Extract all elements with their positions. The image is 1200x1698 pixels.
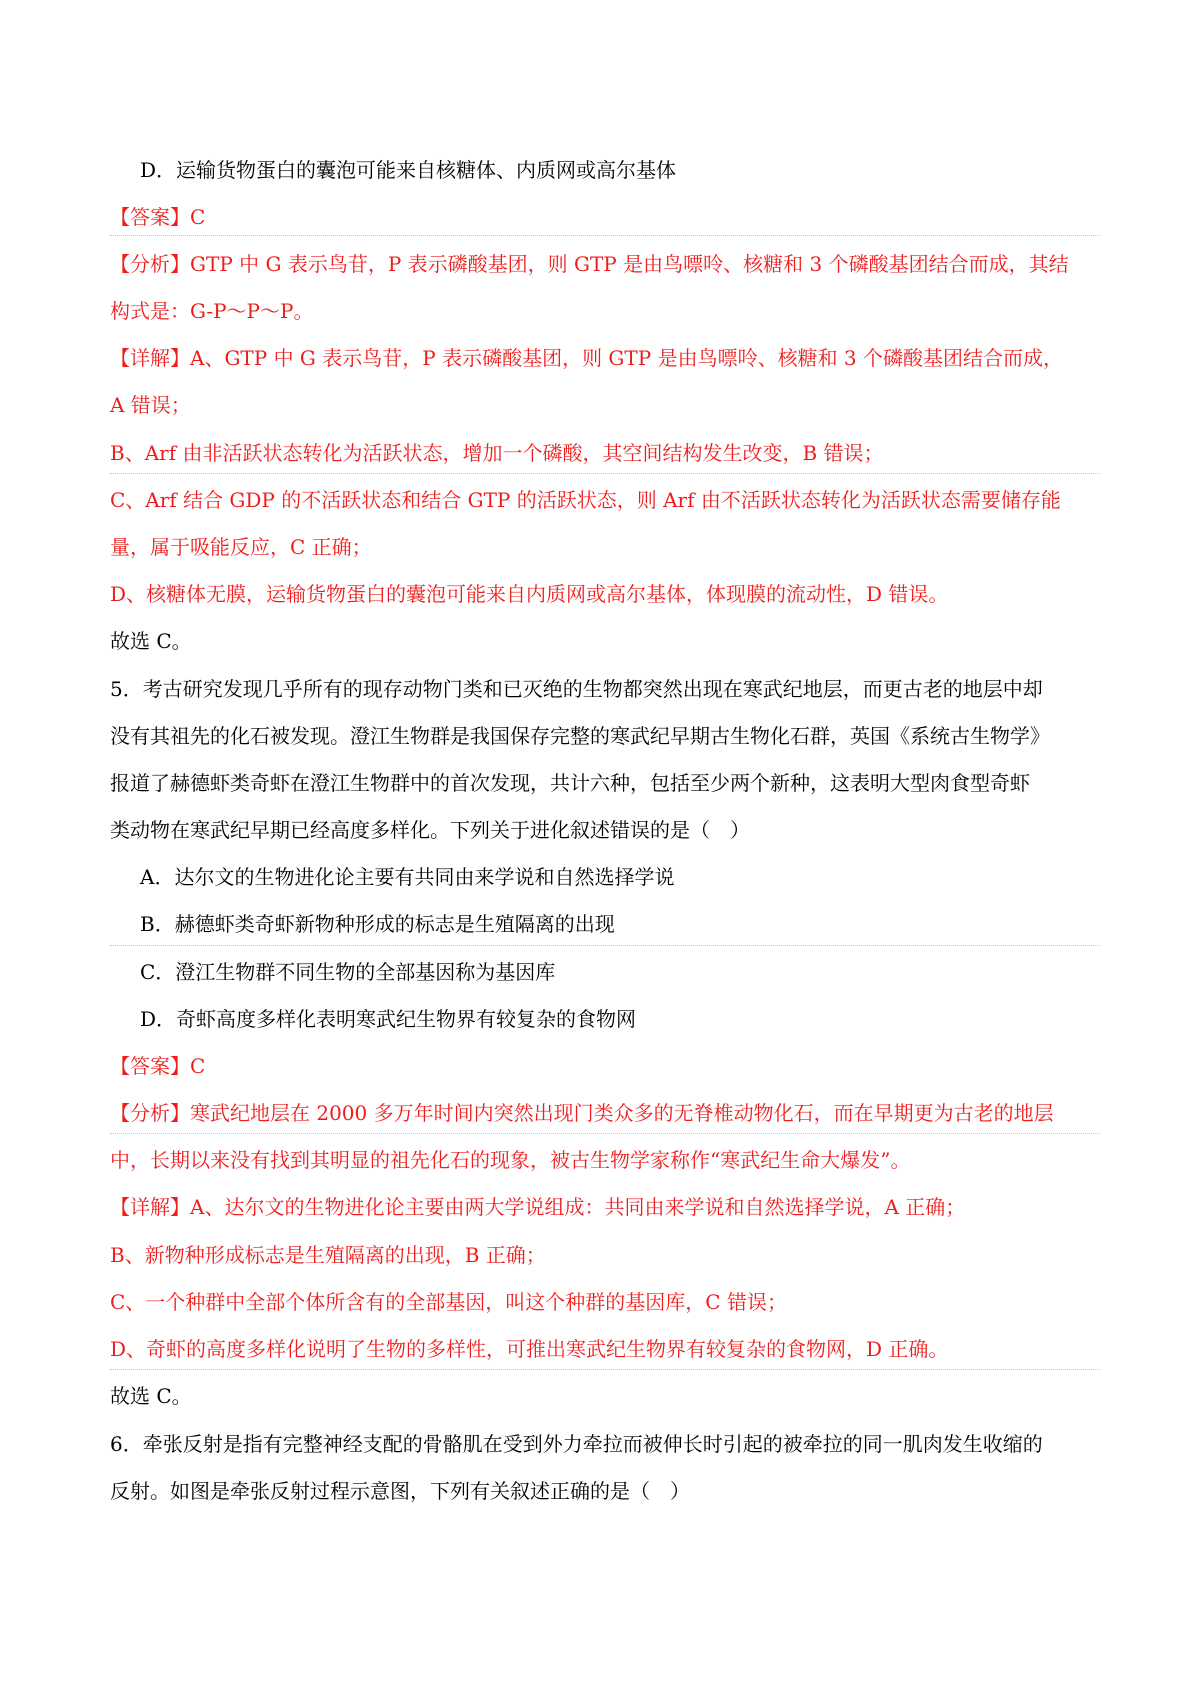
q5-detail-line-3: C、一个种群中全部个体所含有的全部基因，叫这个种群的基因库，C 错误； bbox=[110, 1290, 787, 1314]
q4-answer: 【答案】C bbox=[110, 205, 206, 229]
q5-option-d: D．奇虾高度多样化表明寒武纪生物界有较复杂的食物网 bbox=[140, 1007, 637, 1031]
q5-stem-line-1: 5．考古研究发现几乎所有的现存动物门类和已灭绝的生物都突然出现在寒武纪地层，而更古老的地层中却 bbox=[110, 677, 1043, 701]
q5-stem-line-2: 没有其祖先的化石被发现。澄江生物群是我国保存完整的寒武纪早期古生物化石群，英国《系统古生物学》 bbox=[110, 724, 1050, 748]
divider bbox=[110, 473, 1100, 474]
q4-detail-line-2: A 错误； bbox=[110, 393, 191, 417]
q4-detail-line-4: C、Arf 结合 GDP 的不活跃状态和结合 GTP 的活跃状态，则 Arf 由不活跃状态转化为活跃状态需要储存能 bbox=[110, 488, 1061, 512]
q5-stem-line-4: 类动物在寒武纪早期已经高度多样化。下列关于进化叙述错误的是（ ） bbox=[110, 818, 750, 842]
q4-detail-line-1: 【详解】A、GTP 中 G 表示鸟苷，P 表示磷酸基团，则 GTP 是由鸟嘌呤、核糖和 3 个磷酸基团结合而成， bbox=[110, 346, 1064, 370]
q5-option-a: A．达尔文的生物进化论主要有共同由来学说和自然选择学说 bbox=[140, 865, 675, 889]
q5-option-b: B．赫德虾类奇虾新物种形成的标志是生殖隔离的出现 bbox=[140, 912, 615, 936]
q5-answer: 【答案】C bbox=[110, 1054, 206, 1078]
q5-option-c: C．澄江生物群不同生物的全部基因称为基因库 bbox=[140, 960, 556, 984]
q4-detail-line-5: 量，属于吸能反应，C 正确； bbox=[110, 535, 372, 559]
q4-analysis-line-2: 构式是：G-P～P～P。 bbox=[110, 299, 314, 323]
q4-detail-line-3: B、Arf 由非活跃状态转化为活跃状态，增加一个磷酸，其空间结构发生改变，B 错误； bbox=[110, 441, 884, 465]
q4-conclusion: 故选 C。 bbox=[110, 629, 192, 653]
divider bbox=[110, 1369, 1100, 1370]
q5-detail-line-2: B、新物种形成标志是生殖隔离的出现，B 正确； bbox=[110, 1243, 546, 1267]
q6-stem-line-2: 反射。如图是牵张反射过程示意图，下列有关叙述正确的是（ ） bbox=[110, 1479, 690, 1503]
q6-stem-line-1: 6．牵张反射是指有完整神经支配的骨骼肌在受到外力牵拉而被伸长时引起的被牵拉的同一肌肉发生收缩的 bbox=[110, 1432, 1043, 1456]
q5-conclusion: 故选 C。 bbox=[110, 1384, 192, 1408]
q4-detail-line-6: D、核糖体无膜，运输货物蛋白的囊泡可能来自内质网或高尔基体，体现膜的流动性，D 错误。 bbox=[110, 582, 949, 606]
q5-detail-line-1: 【详解】A、达尔文的生物进化论主要由两大学说组成：共同由来学说和自然选择学说，A 正确； bbox=[110, 1195, 966, 1219]
q5-stem-line-3: 报道了赫德虾类奇虾在澄江生物群中的首次发现，共计六种，包括至少两个新种，这表明大型肉食型奇虾 bbox=[110, 771, 1030, 795]
q4-option-d: D．运输货物蛋白的囊泡可能来自核糖体、内质网或高尔基体 bbox=[140, 158, 677, 182]
divider bbox=[110, 945, 1100, 946]
q5-analysis-line-1: 【分析】寒武纪地层在 2000 多万年时间内突然出现门类众多的无脊椎动物化石，而在早期更为古老的地层 bbox=[110, 1101, 1054, 1125]
divider bbox=[110, 235, 1100, 236]
q5-detail-line-4: D、奇虾的高度多样化说明了生物的多样性，可推出寒武纪生物界有较复杂的食物网，D 正确。 bbox=[110, 1337, 949, 1361]
q5-analysis-line-2: 中，长期以来没有找到其明显的祖先化石的现象，被古生物学家称作“寒武纪生命大爆发”。 bbox=[110, 1148, 911, 1172]
divider bbox=[110, 1133, 1100, 1134]
q4-analysis-line-1: 【分析】GTP 中 G 表示鸟苷，P 表示磷酸基团，则 GTP 是由鸟嘌呤、核糖和 3 个磷酸基团结合而成，其结 bbox=[110, 252, 1069, 276]
